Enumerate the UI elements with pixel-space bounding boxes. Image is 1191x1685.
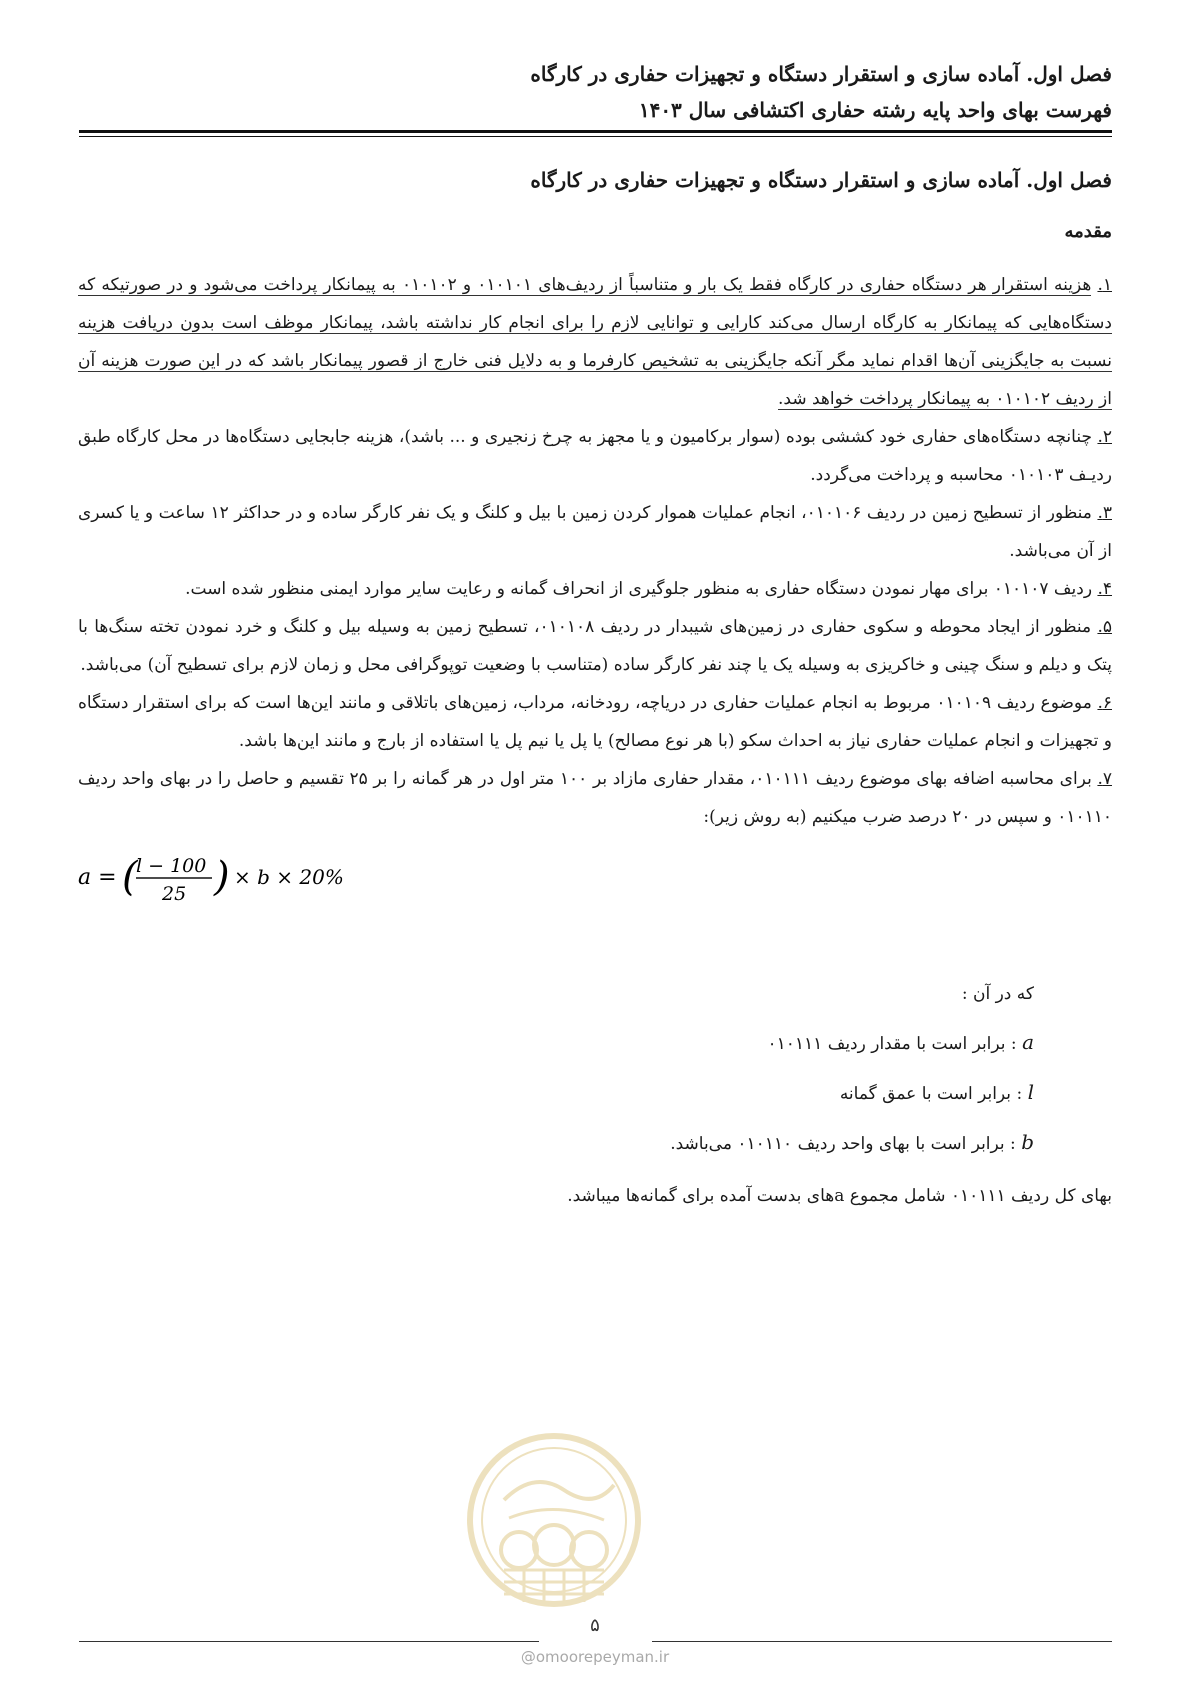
paragraph-number: ۲. [1097,427,1112,447]
header-catalog-title: فهرست بهای واحد پایه رشته حفاری اکتشافی سال ۱۴۰۳ [638,98,1112,122]
omoorepeyman-logo-icon [464,1430,644,1630]
paragraph-5 [78,608,1112,684]
summary-note: بهای کل ردیف ۰۱۰۱۱۱ شامل مجموع aهای بدست آمده برای گمانه‌ها میباشد. [567,1186,1112,1206]
paragraph-7 [78,760,1112,836]
header-chapter-title: فصل اول. آماده سازی و استقرار دستگاه و تجهیزات حفاری در کارگاه [530,62,1112,86]
section-title: فصل اول. آماده سازی و استقرار دستگاه و تجهیزات حفاری در کارگاه [530,168,1112,192]
section-subtitle: مقدمه [1064,221,1112,242]
page-content [78,160,1112,1216]
paragraph-text: منظور از تسطیح زمین در ردیف ۰۱۰۱۰۶، انجام عملیات هموار کردن زمین با بیل و کلنگ و یک نفر کارگر ساده و در حداکثر ۱۲ ساعت و یا کسری از آن می‌باشد. [78,503,1112,561]
formula [78,848,1112,908]
paragraph-1 [78,266,1112,418]
footer-rule-left [79,1641,539,1642]
definitions-intro: که در آن : [961,984,1034,1004]
formula-numerator: l − 100 [136,855,207,877]
definition-a [78,1018,1034,1068]
paragraph-number: ۱. [1097,275,1112,295]
paragraph-number: ۷. [1097,769,1112,789]
paragraph-number: ۳. [1097,503,1112,523]
paragraph-text: برای محاسبه اضافه بهای موضوع ردیف ۰۱۰۱۱۱، مقدار حفاری مازاد بر ۱۰۰ متر اول در هر گمانه را بر ۲۵ تقسیم و حاصل را در بهای واحد ردیف ۰۱۰۱۱۰ و سپس در ۲۰ درصد ضرب میکنیم (به روش زیر): [78,769,1112,827]
paragraph-number: ۶. [1097,693,1112,713]
definition-variable: a [1022,1030,1034,1054]
definition-text: : برابر است با مقدار ردیف ۰۱۰۱۱۱ [767,1034,1017,1054]
header-rule-thin [79,136,1112,137]
definition-b [78,1118,1034,1168]
paragraph-6 [78,684,1112,760]
paragraph-number: ۴. [1097,579,1112,599]
paragraph-text: موضوع ردیف ۰۱۰۱۰۹ مربوط به انجام عملیات حفاری در دریاچه، رودخانه، مرداب، زمین‌های باتلاقی و مانند این‌ها است که برای استقرار دستگاه و تجهیزات و انجام عملیات حفاری نیاز به احداث سکو (با هر نوع مصالح) یا پل یا نیم پل یا استفاده از بارج و مانند این‌ها باشد. [78,693,1112,751]
paragraph-text: چنانچه دستگاه‌های حفاری خود کششی بوده (سوار برکامیون و یا مجهز به چرخ زنجیری و ... باشد)، هزینه جابجایی دستگاه‌ها در محل کارگاه طبق ردیـف ۰۱۰۱۰۳ محاسبه و پرداخت می‌گردد. [78,427,1112,485]
formula-rhs: × b × 20% [234,865,344,889]
formula-left-paren: ( [122,854,138,900]
paragraph-text: هزینه استقرار هر دستگاه حفاری در کارگاه فقط یک بار و متناسباً از ردیف‌های ۰۱۰۱۰۱ و ۰۱۰۱۰۲ به پیمانکار پرداخت می‌شود و در صورتیکه که دستگاه‌هایی که پیمانکار به کارگاه ارسال می‌کند کارایی و توانایی لازم را برای انجام کار نداشته باشد، پیمانکار موظف است بدون دریافت هزینه نسبت به جایگزینی آن‌ها اقدام نماید مگر آنکه جایگزینی به تشخیص کارفرما و به دلایل فنی خارج از قصور پیمانکار باشد که در این صورت هزینه آن از ردیف ۰۱۰۱۰۲ به پیمانکار پرداخت خواهد شد. [78,275,1112,409]
paragraph-number: ۵. [1097,617,1112,637]
definition-l [78,1068,1034,1118]
page-header [78,56,1112,128]
formula-lhs: a = [78,865,117,890]
page-number: ۵ [590,1615,600,1636]
formula-graphic [78,848,378,908]
definition-text: : برابر است با بهای واحد ردیف ۰۱۰۱۱۰ می‌باشد. [670,1134,1016,1154]
header-rule-thick [79,130,1112,133]
paragraph-text: ردیف ۰۱۰۱۰۷ برای مهار نمودن دستگاه حفاری به منظور جلوگیری از انحراف گمانه و رعایت سایر موارد ایمنی منظور شده است. [185,579,1093,599]
formula-denominator: 25 [162,883,187,905]
definition-variable: l [1027,1080,1034,1104]
paragraph-3 [78,494,1112,570]
definition-variable: b [1021,1130,1034,1154]
formula-right-paren: ) [214,854,230,900]
footer-rule-right [652,1641,1112,1642]
variable-definitions [78,970,1112,1168]
paragraph-2 [78,418,1112,494]
site-watermark-text: @omoorepeyman.ir [520,1648,670,1666]
paragraph-4 [78,570,1112,608]
definition-text: : برابر است با عمق گمانه [839,1084,1023,1104]
paragraph-text: منظور از ایجاد محوطه و سکوی حفاری در زمین‌های شیبدار در ردیف ۰۱۰۱۰۸، تسطیح زمین به وسیله بیل و کلنگ و خرد نمودن تخته سنگ‌ها با پتک و دیلم و سنگ چینی و خاکریزی به وسیله یک یا چند نفر کارگر ساده (متناسب با وضعیت توپوگرافی محل و زمان لازم برای تسطیح آن) می‌باشد. [78,617,1112,675]
